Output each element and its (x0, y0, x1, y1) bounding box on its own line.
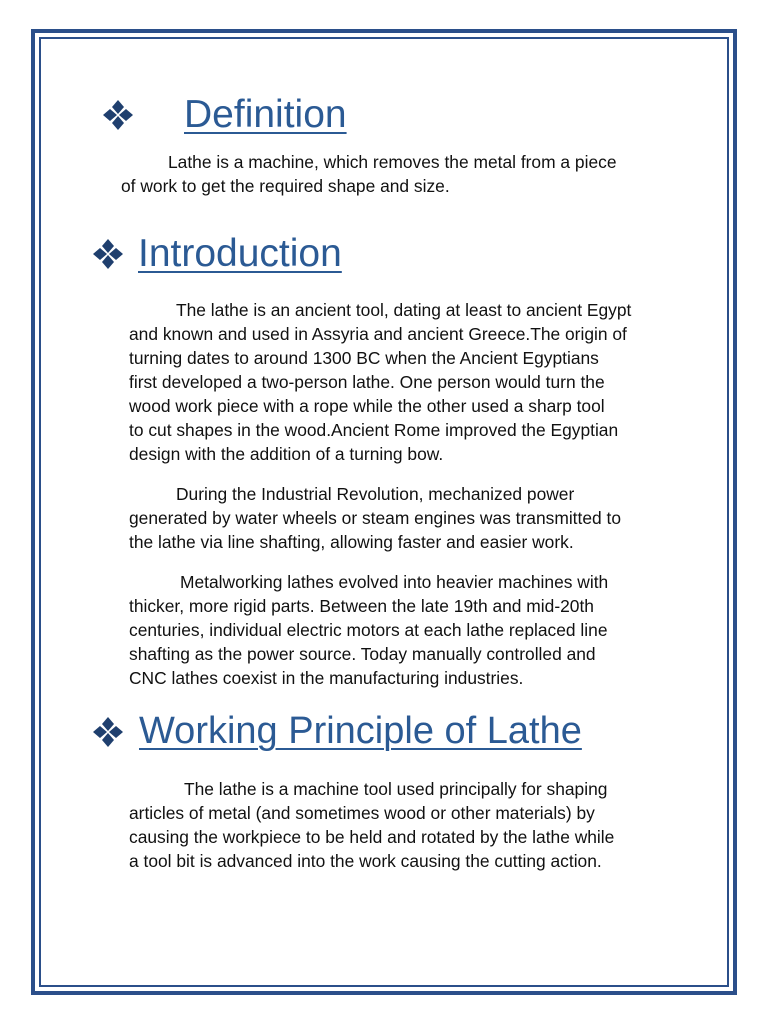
text-line: wood work piece with a rope while the other used a sharp tool (129, 396, 605, 416)
introduction-title: Introduction (138, 232, 342, 275)
text-line: shafting as the power source. Today manually controlled and (129, 644, 596, 664)
text-line: Lathe is a machine, which removes the metal from a piece (168, 152, 617, 172)
text-line: During the Industrial Revolution, mechanized power (176, 484, 575, 504)
four-diamond-bullet-icon (91, 237, 125, 271)
definition-paragraph (121, 150, 617, 198)
text-line: The lathe is an ancient tool, dating at least to ancient Egypt (176, 300, 632, 320)
working-principle-paragraph (129, 777, 614, 873)
text-line: first developed a two-person lathe. One person would turn the (129, 372, 605, 392)
introduction-paragraph-1 (129, 298, 631, 466)
text-line: to cut shapes in the wood.Ancient Rome improved the Egyptian (129, 420, 619, 440)
definition-heading (101, 93, 347, 137)
working-principle-title: Working Principle of Lathe (139, 710, 582, 752)
text-line: CNC lathes coexist in the manufacturing industries. (129, 668, 524, 688)
working-principle-heading (91, 710, 582, 753)
text-line: of work to get the required shape and size. (121, 176, 450, 196)
text-line: turning dates to around 1300 BC when the Ancient Egyptians (129, 348, 599, 368)
text-line: The lathe is a machine tool used principally for shaping (184, 779, 608, 799)
text-line: centuries, individual electric motors at each lathe replaced line (129, 620, 608, 640)
text-line: causing the workpiece to be held and rotated by the lathe while (129, 827, 615, 847)
text-line: articles of metal (and sometimes wood or other materials) by (129, 803, 595, 823)
text-line: and known and used in Assyria and ancient Greece.The origin of (129, 324, 627, 344)
text-line: Metalworking lathes evolved into heavier machines with (180, 572, 609, 592)
text-line: design with the addition of a turning bow. (129, 444, 444, 464)
four-diamond-bullet-icon (101, 98, 135, 132)
text-line: generated by water wheels or steam engines was transmitted to (129, 508, 622, 528)
introduction-paragraph-2 (129, 482, 621, 554)
introduction-paragraph-3 (129, 570, 608, 690)
definition-title: Definition (184, 93, 347, 136)
text-line: thicker, more rigid parts. Between the late 19th and mid-20th (129, 596, 594, 616)
text-line: the lathe via line shafting, allowing faster and easier work. (129, 532, 574, 552)
introduction-heading (91, 232, 342, 276)
four-diamond-bullet-icon (91, 715, 125, 749)
text-line: a tool bit is advanced into the work causing the cutting action. (129, 851, 602, 871)
